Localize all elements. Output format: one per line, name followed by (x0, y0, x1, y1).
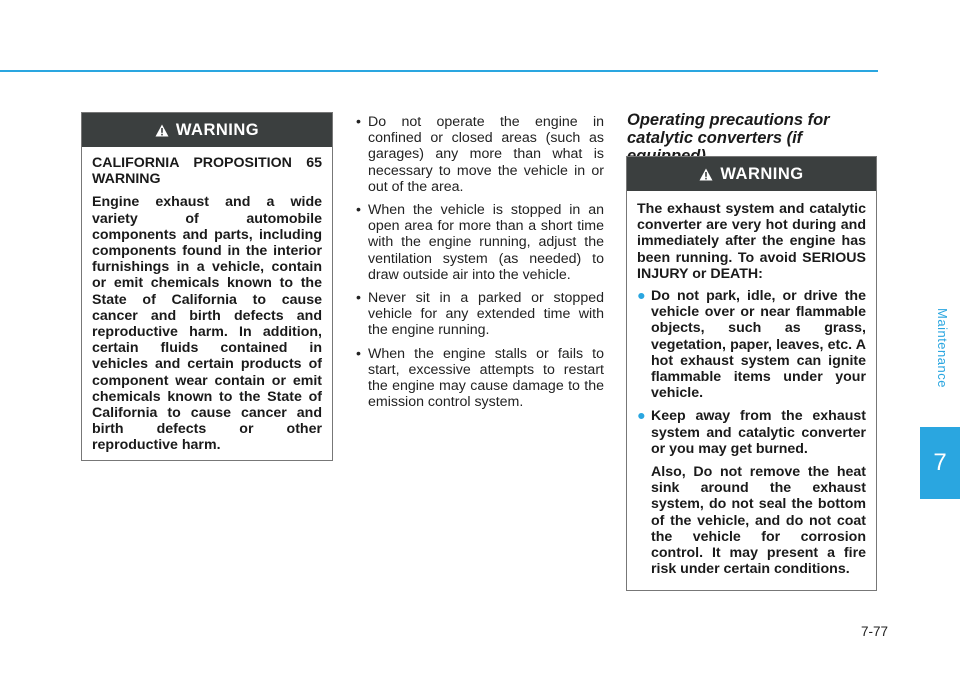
exhaust-precautions-list (355, 114, 604, 417)
list-item: • Never sit in a parked or stopped vehicle for any extended time with the engine running. (355, 290, 604, 339)
list-item (637, 288, 866, 401)
list-item: • When the vehicle is stopped in an open area for more than a short time with the engine running, adjust the ventilation system (as needed) to draw outside air into the vehicle. (355, 202, 604, 283)
warning-body (627, 191, 876, 577)
catalytic-converter-warning-box (626, 156, 877, 591)
page-number: 7-77 (860, 624, 888, 639)
warning-header (627, 157, 876, 191)
warning-title: WARNING (720, 164, 804, 183)
bullet-icon: ● (637, 408, 646, 425)
warning-bullet-text: Do not park, idle, or drive the vehicle over or near flammable objects, such as grass, vegetation, paper, leaves, etc. A hot exhaust system can ignite flammable items under your vehicle. (651, 288, 866, 402)
warning-extra-text: Also, Do not remove the heat sink around the exhaust system, do not seal the bottom of the vehicle, and do not coat the vehicle for corrosion control. It may present a fire risk under certain conditions. (651, 464, 866, 578)
warning-header (82, 113, 332, 147)
warning-triangle-icon (155, 124, 169, 137)
list-item: • When the engine stalls or fails to start, excessive attempts to restart the engine may cause damage to the emission control system. (355, 346, 604, 411)
warning-title: WARNING (175, 120, 260, 139)
bullet-icon: ● (637, 288, 646, 305)
prop65-warning-box (81, 112, 333, 461)
chapter-number: 7 (933, 449, 947, 476)
warning-text: Engine exhaust and a wide variety of automobile components and parts, including components found in the interior furnishings in a vehicle, contain or emit chemicals known to the State of California to cause cancer and birth defects and reproductive harm. In addition, certain fluids contained in vehicles and certain products of component wear contain or emit chemicals known to the State of California to cause cancer and birth defects or other reproductive harm. (92, 194, 322, 454)
chapter-number-tab (920, 427, 960, 499)
chapter-label: Maintenance (935, 308, 950, 388)
section-title: Operating precautions for catalytic converters (if (627, 111, 830, 147)
header-rule (0, 70, 878, 72)
warning-triangle-icon (699, 168, 713, 181)
warning-intro: The exhaust system and catalytic converter are very hot during and immediately after the engine has been running. To avoid SERIOUS INJURY or DEATH: (637, 201, 866, 282)
list-item: • Do not operate the engine in confined or closed areas (such as garages) any more than what is necessary to move the vehicle in or out of the area. (355, 114, 604, 195)
warning-body (82, 147, 332, 454)
warning-heading: CALIFORNIA PROPOSITION 65 WARNING (92, 155, 322, 188)
list-item (637, 408, 866, 577)
warning-bullet-text: Keep away from the exhaust system and catalytic converter or you may get burned. (651, 408, 866, 457)
